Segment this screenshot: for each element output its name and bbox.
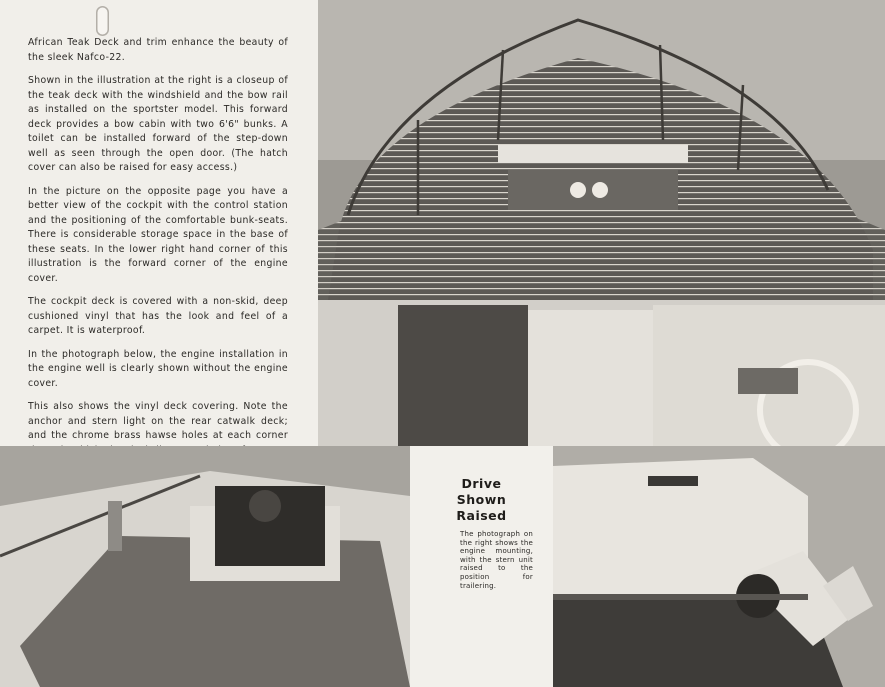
caption-title-line: Raised (456, 508, 507, 523)
stern-drive-illustration (553, 446, 885, 687)
paragraph-cockpit: In the picture on the opposite page you have a better view of the cockpit with the control station and the positioning of the comfortable bunk-seats. There is considerable storage space in the base of these seats. In the lower right hand corner of this illustration is the forward corner of the engine cover. (28, 185, 288, 284)
paragraph-engine-photo: In the photograph below, the engine installation in the engine well is clearly shown without the engine cover. (28, 348, 288, 389)
engine-well-illustration (0, 446, 410, 687)
photo-bow-deck (318, 0, 885, 446)
caption-title-line: Shown (456, 492, 507, 507)
caption-body: The photograph on the right shows the engine mounting, with the stern unit raised to the position for trailering. (460, 530, 533, 590)
body-text-column (28, 36, 288, 482)
caption-box (410, 446, 553, 687)
photo-stern-drive (553, 446, 885, 687)
paragraph-bow-deck: Shown in the illustration at the right is a closeup of the teak deck with the windshield and the bow rail as installed on the sportster model. This forward deck provides a bow cabin with two 6'6" bunks. A toilet can be installed forward of the step-down well as seen through the open door. (The hatch cover can also be raised for easy access.) (28, 75, 288, 173)
photo-engine-well (0, 446, 410, 687)
punch-hole-left (96, 6, 109, 36)
caption-title (430, 476, 533, 524)
bow-deck-illustration (318, 0, 885, 446)
caption-title-line: Drive (461, 476, 502, 491)
paragraph-vinyl-deck: The cockpit deck is covered with a non-skid, deep cushioned vinyl that has the look and feel of a carpet. It is waterproof. (28, 296, 288, 336)
paragraph-stern-details: This also shows the vinyl deck covering. Note the anchor and stern light on the rear catwalk deck; and the chrome brass hawse holes at each corner (28, 401, 288, 441)
paragraph-intro: African Teak Deck and trim enhance the beauty of the sleek Nafco-22. (28, 37, 288, 63)
